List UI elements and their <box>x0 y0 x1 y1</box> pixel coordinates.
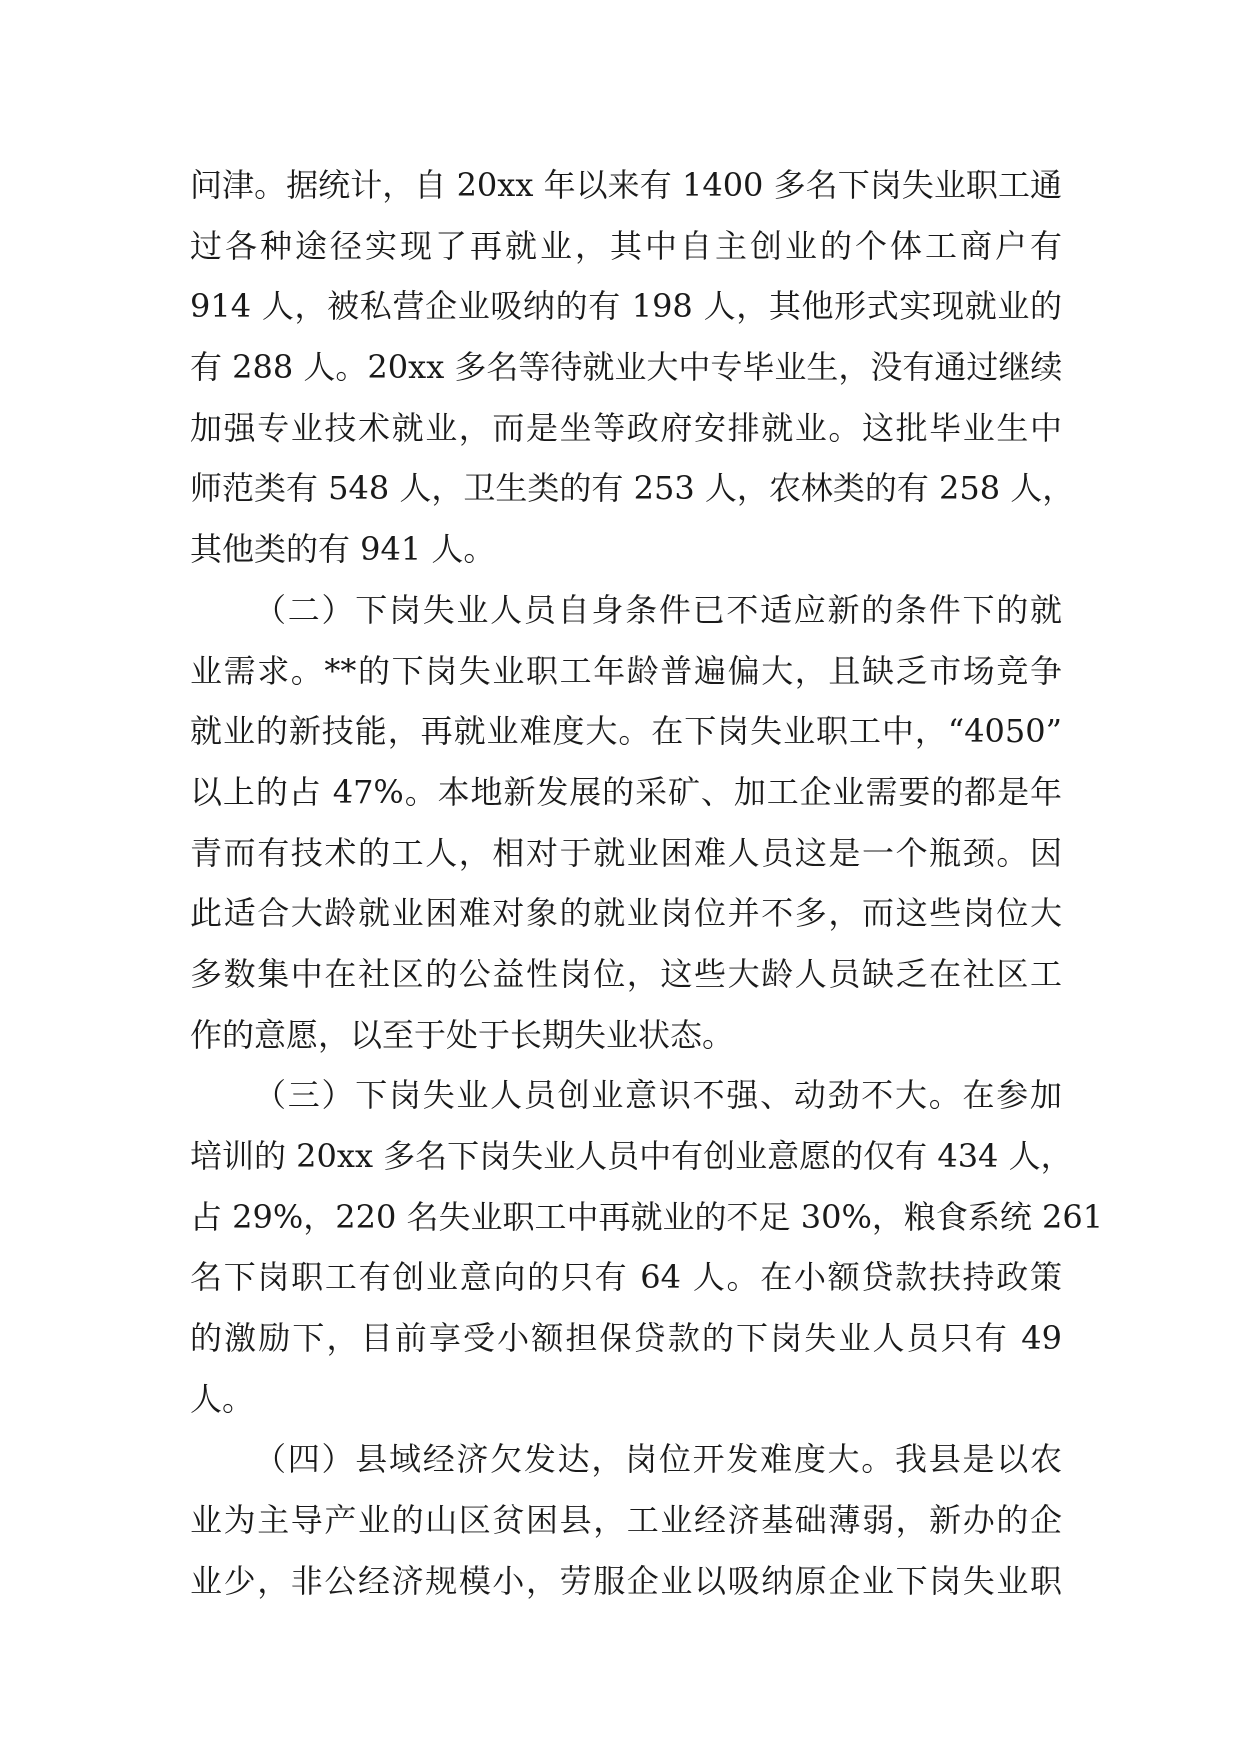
text-line: 业需求。**的下岗失业职工年龄普遍偏大，且缺乏市场竞争 <box>190 651 1062 690</box>
text-line: 作的意愿，以至于处于长期失业状态。 <box>190 1015 735 1054</box>
text-line: 人。 <box>190 1379 255 1418</box>
text-line: 过各种途径实现了再就业，其中自主创业的个体工商户有 <box>190 226 1062 265</box>
text-line: 问津。据统计，自 20xx 年以来有 1400 多名下岗失业职工通 <box>190 166 1062 204</box>
text-line: 名下岗职工有创业意向的只有 64 人。在小额贷款扶持政策 <box>190 1258 1062 1297</box>
text-line: 业少，非公经济规模小，劳服企业以吸纳原企业下岗失业职 <box>190 1561 1062 1600</box>
text-line: 有 288 人。20xx 多名等待就业大中专毕业生，没有通过继续 <box>190 348 1063 387</box>
text-line: 此适合大龄就业困难对象的就业岗位并不多，而这些岗位大 <box>190 894 1062 933</box>
text-line: 其他类的有 941 人。 <box>190 530 496 569</box>
text-line: 师范类有 548 人，卫生类的有 253 人，农林类的有 258 人， <box>190 469 1075 508</box>
text-line: 914 人，被私营企业吸纳的有 198 人，其他形式实现就业的 <box>190 287 1062 326</box>
paragraph-heading-4: （四）县域经济欠发达，岗位开发难度大。我县是以农 <box>254 1440 1062 1479</box>
text-line: 业为主导产业的山区贫困县，工业经济基础薄弱，新办的企 <box>190 1501 1062 1540</box>
paragraph-heading-3: （三）下岗失业人员创业意识不强、动劲不大。在参加 <box>254 1076 1062 1115</box>
text-line: 多数集中在社区的公益性岗位，这些大龄人员缺乏在社区工 <box>190 954 1062 993</box>
text-line: 培训的 20xx 多名下岗失业人员中有创业意愿的仅有 434 人， <box>190 1137 1073 1175</box>
text-line: 的激励下，目前享受小额担保贷款的下岗失业人员只有 49 <box>190 1319 1062 1358</box>
text-line: 青而有技术的工人，相对于就业困难人员这是一个瓶颈。因 <box>190 833 1062 872</box>
text-line: 以上的占 47%。本地新发展的采矿、加工企业需要的都是年 <box>190 772 1062 811</box>
text-line: 占 29%，220 名失业职工中再就业的不足 30%，粮食系统 261 <box>190 1197 1104 1236</box>
paragraph-heading-2: （二）下岗失业人员自身条件已不适应新的条件下的就 <box>254 590 1062 629</box>
text-line: 就业的新技能，再就业难度大。在下岗失业职工中，“4050” <box>190 712 1062 751</box>
text-line: 加强专业技术就业，而是坐等政府安排就业。这批毕业生中 <box>190 408 1062 447</box>
document-page <box>190 155 1104 1612</box>
